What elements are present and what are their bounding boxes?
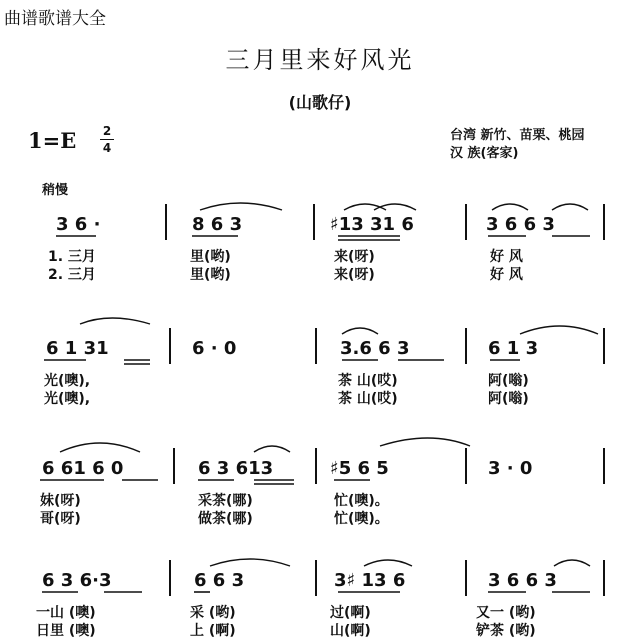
lyric-1-11: 忙(噢)。 bbox=[334, 493, 389, 509]
measure-5-notes: 6 1 31 bbox=[46, 338, 109, 359]
lyric-2-7: 茶 山(哎) bbox=[338, 391, 398, 407]
measure-13-notes: 6 3 6·3 bbox=[42, 570, 112, 591]
measure-8-notes: 6 1 3 bbox=[488, 338, 539, 359]
lyric-2-4: 好 风 bbox=[490, 267, 523, 283]
lyric-1-8: 阿(嗡) bbox=[488, 373, 529, 389]
lyric-1-4: 好 风 bbox=[490, 249, 523, 265]
lyric-2-16: 铲茶 (哟) bbox=[476, 623, 536, 639]
slur bbox=[552, 204, 588, 210]
lyric-1-13: 一山 (噢) bbox=[36, 605, 96, 621]
origin-line-1: 台湾 新竹、苗栗、桃园 bbox=[450, 128, 585, 143]
lyric-1-5: 光(噢), bbox=[44, 373, 91, 389]
lyric-1-16: 又一 (哟) bbox=[476, 605, 536, 621]
lyric-1-14: 采 (哟) bbox=[190, 605, 236, 621]
slur bbox=[364, 560, 412, 566]
lyric-1-1: 1. 三月 bbox=[48, 249, 96, 265]
time-signature-bottom: 4 bbox=[102, 141, 112, 155]
site-watermark: 曲谱歌谱大全 bbox=[4, 9, 106, 29]
measure-4-notes: 3 6 6 3 bbox=[486, 214, 555, 235]
lyric-1-9: 妹(呀) bbox=[40, 493, 81, 509]
measure-9-notes: 6 61 6 0 bbox=[42, 458, 124, 479]
lyric-1-10: 采茶(哪) bbox=[198, 493, 253, 509]
lyric-1-3: 来(呀) bbox=[334, 249, 375, 265]
lyric-2-14: 上 (啊) bbox=[190, 623, 236, 639]
lyric-2-8: 阿(嗡) bbox=[488, 391, 529, 407]
song-title: 三月里来好风光 bbox=[225, 46, 415, 74]
lyric-2-9: 哥(呀) bbox=[40, 511, 81, 527]
slur bbox=[492, 204, 528, 210]
lyric-2-3: 来(呀) bbox=[334, 267, 375, 283]
tempo-marking: 稍慢 bbox=[42, 183, 69, 198]
slur bbox=[342, 328, 378, 334]
measure-2-notes: 8 6 3 bbox=[192, 214, 243, 235]
measure-6-notes: 6 · 0 bbox=[192, 338, 237, 359]
lyric-2-11: 忙(噢)。 bbox=[334, 511, 389, 527]
measure-16-notes: 3 6 6 3 bbox=[488, 570, 557, 591]
slur bbox=[60, 443, 140, 452]
measure-14-notes: 6 6 3 bbox=[194, 570, 245, 591]
slur bbox=[200, 203, 282, 210]
measure-7-notes: 3.6 6 3 bbox=[340, 338, 410, 359]
lyric-1-2: 里(哟) bbox=[190, 249, 231, 265]
measure-10-notes: 6 3 613 bbox=[198, 458, 274, 479]
lyric-2-5: 光(噢), bbox=[44, 391, 91, 407]
key-signature: 1=E bbox=[28, 128, 77, 153]
slur bbox=[374, 204, 416, 210]
measure-12-notes: 3 · 0 bbox=[488, 458, 533, 479]
lyric-2-2: 里(哟) bbox=[190, 267, 231, 283]
lyric-2-10: 做茶(哪) bbox=[198, 511, 253, 527]
slur bbox=[254, 446, 290, 452]
lyric-1-7: 茶 山(哎) bbox=[338, 373, 398, 389]
time-signature-top: 2 bbox=[102, 124, 112, 138]
lyric-2-15: 山(啊) bbox=[330, 623, 371, 639]
measure-1-notes: 3 6 · bbox=[56, 214, 101, 235]
measure-15-notes: 3♯ 13 6 bbox=[334, 570, 406, 591]
song-subtitle: (山歌仔) bbox=[288, 93, 352, 112]
lyric-2-13: 日里 (噢) bbox=[36, 623, 96, 639]
slur bbox=[380, 438, 470, 446]
lyric-1-15: 过(啊) bbox=[330, 605, 371, 621]
slur bbox=[520, 326, 598, 334]
measure-3-notes: ♯13 31 6 bbox=[330, 214, 414, 235]
origin-line-2: 汉 族(客家) bbox=[450, 146, 519, 161]
slur bbox=[554, 560, 590, 566]
measure-11-notes: ♯5 6 5 bbox=[330, 458, 389, 479]
lyric-2-1: 2. 三月 bbox=[48, 267, 96, 283]
slur bbox=[210, 559, 290, 566]
slur bbox=[80, 318, 150, 324]
